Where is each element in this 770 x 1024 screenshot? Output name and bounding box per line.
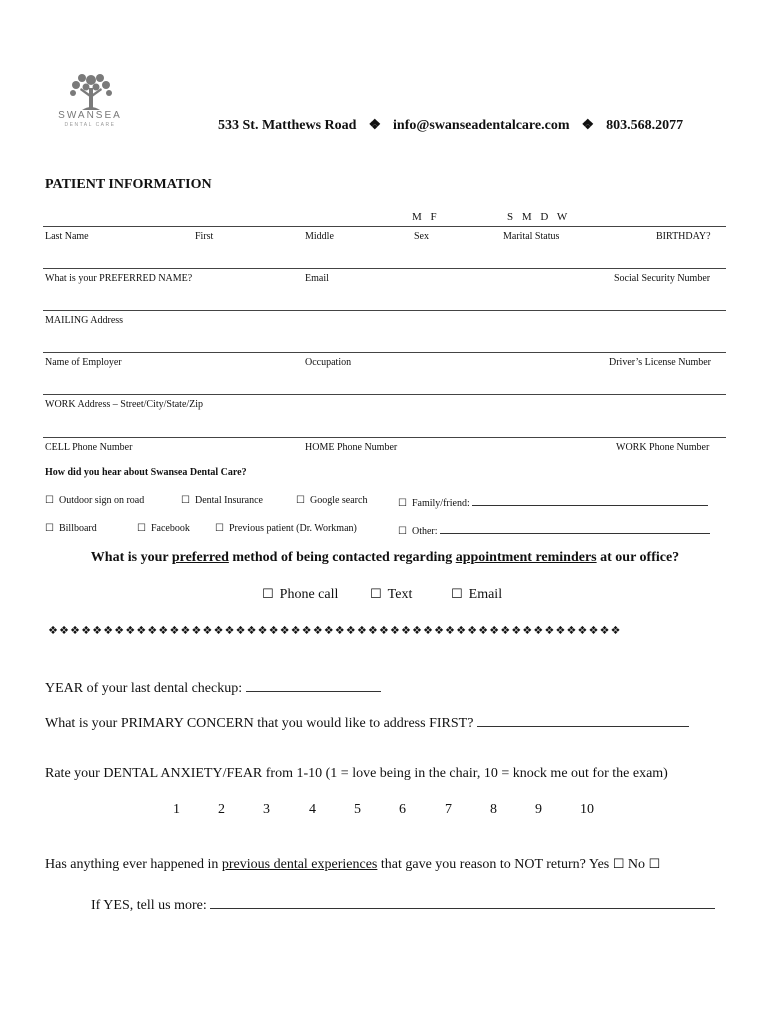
logo-name: SWANSEA <box>58 110 122 121</box>
text-checkbox[interactable]: ☐ Text <box>370 587 413 602</box>
checkbox-icon: ☐ <box>398 498 407 509</box>
yes-checkbox-icon[interactable]: ☐ <box>612 857 625 872</box>
email-label: Email <box>305 273 329 284</box>
last-name-label: Last Name <box>45 231 89 242</box>
marital-options: S M D W <box>507 211 571 223</box>
rating-option[interactable]: 10 <box>580 802 594 817</box>
previous-patient-checkbox[interactable]: ☐ Previous patient (Dr. Workman) <box>215 523 357 534</box>
rating-option[interactable]: 3 <box>263 802 270 817</box>
primary-concern-question: What is your PRIMARY CONCERN that you would like to address FIRST? <box>45 712 689 732</box>
rating-option[interactable]: 9 <box>535 802 542 817</box>
rating-option[interactable]: 6 <box>399 802 406 817</box>
email-checkbox[interactable]: ☐ Email <box>451 587 503 602</box>
rating-option[interactable]: 5 <box>354 802 361 817</box>
header-contact-line <box>218 117 683 134</box>
checkbox-icon: ☐ <box>296 495 305 506</box>
header-address: 533 St. Matthews Road <box>218 118 357 133</box>
facebook-checkbox[interactable]: ☐ Facebook <box>137 523 190 534</box>
header-separator: ❖ <box>368 118 382 133</box>
ssn-label: Social Security Number <box>614 273 711 284</box>
checkbox-icon: ☐ <box>398 526 407 537</box>
family-friend-input[interactable] <box>472 495 708 506</box>
primary-concern-input[interactable] <box>477 712 689 727</box>
cell-phone-label: CELL Phone Number <box>45 442 133 453</box>
occupation-label: Occupation <box>305 357 352 368</box>
checkbox-icon: ☐ <box>45 523 54 534</box>
drivers-license-label: Driver’s License Number <box>609 357 712 368</box>
diamond-divider: ❖❖❖❖❖❖❖❖❖❖❖❖❖❖❖❖❖❖❖❖❖❖❖❖❖❖❖❖❖❖❖❖❖❖❖❖❖❖❖❖❖❖❖❖❖❖❖❖❖❖❖❖ <box>48 624 622 637</box>
name-field-line[interactable] <box>43 226 726 227</box>
family-friend-checkbox[interactable]: ☐ Family/friend: <box>398 495 708 509</box>
mailing-address-label: MAILING Address <box>45 315 124 326</box>
checkbox-icon: ☐ <box>137 523 146 534</box>
section-title: PATIENT INFORMATION <box>45 177 212 192</box>
hear-about-question: How did you hear about Swansea Dental Care? <box>45 467 247 478</box>
logo-subtitle: DENTAL CARE <box>64 122 116 128</box>
tell-more-input[interactable] <box>210 894 715 909</box>
home-phone-label: HOME Phone Number <box>305 442 398 453</box>
other-checkbox[interactable]: ☐ Other: <box>398 523 710 537</box>
middle-name-label: Middle <box>305 231 334 242</box>
dental-insurance-checkbox[interactable]: ☐ Dental Insurance <box>181 495 263 506</box>
checkbox-icon: ☐ <box>262 587 274 602</box>
header-phone: 803.568.2077 <box>606 118 684 133</box>
outdoor-sign-checkbox[interactable]: ☐ Outdoor sign on road <box>45 495 145 506</box>
other-input[interactable] <box>440 523 710 534</box>
google-search-checkbox[interactable]: ☐ Google search <box>296 495 368 506</box>
contact-preference-question: What is your preferred method of being contacted regarding appointment reminders at our office? <box>90 550 680 565</box>
phone-field-line[interactable] <box>43 437 726 438</box>
previous-experience-question: Has anything ever happened in previous dental experiences that gave you reason to NOT return? Yes ☐ No ☐ <box>45 857 661 872</box>
employer-label: Name of Employer <box>45 357 122 368</box>
checkbox-icon: ☐ <box>451 587 463 602</box>
checkbox-icon: ☐ <box>370 587 382 602</box>
tell-more-question: If YES, tell us more: <box>91 894 715 914</box>
billboard-checkbox[interactable]: ☐ Billboard <box>45 523 97 534</box>
checkbox-icon: ☐ <box>215 523 224 534</box>
rating-option[interactable]: 8 <box>490 802 497 817</box>
header-email: info@swanseadentalcare.com <box>393 118 570 133</box>
preferred-name-field-line[interactable] <box>43 268 726 269</box>
rating-option[interactable]: 7 <box>445 802 452 817</box>
employer-field-line[interactable] <box>43 352 726 353</box>
last-checkup-input[interactable] <box>246 677 381 692</box>
rating-option[interactable]: 2 <box>218 802 225 817</box>
rating-option[interactable]: 1 <box>173 802 180 817</box>
sex-label: Sex <box>414 231 429 242</box>
last-checkup-question: YEAR of your last dental checkup: <box>45 677 381 697</box>
work-address-label: WORK Address – Street/City/State/Zip <box>45 399 204 410</box>
first-name-label: First <box>195 231 214 242</box>
phone-call-checkbox[interactable]: ☐ Phone call <box>262 587 339 602</box>
mailing-address-field-line[interactable] <box>43 310 726 311</box>
work-phone-label: WORK Phone Number <box>616 442 710 453</box>
marital-status-label: Marital Status <box>503 231 560 242</box>
rating-option[interactable]: 4 <box>309 802 316 817</box>
preferred-name-label: What is your PREFERRED NAME? <box>45 273 193 284</box>
work-address-field-line[interactable] <box>43 394 726 395</box>
sex-options: M F <box>412 211 440 223</box>
no-checkbox-icon[interactable]: ☐ <box>648 857 661 872</box>
checkbox-icon: ☐ <box>45 495 54 506</box>
anxiety-question: Rate your DENTAL ANXIETY/FEAR from 1-10 (1 = love being in the chair, 10 = knock me out for the exam) <box>45 766 668 781</box>
birthday-label: BIRTHDAY? <box>656 231 711 242</box>
checkbox-icon: ☐ <box>181 495 190 506</box>
header-separator: ❖ <box>581 118 595 133</box>
